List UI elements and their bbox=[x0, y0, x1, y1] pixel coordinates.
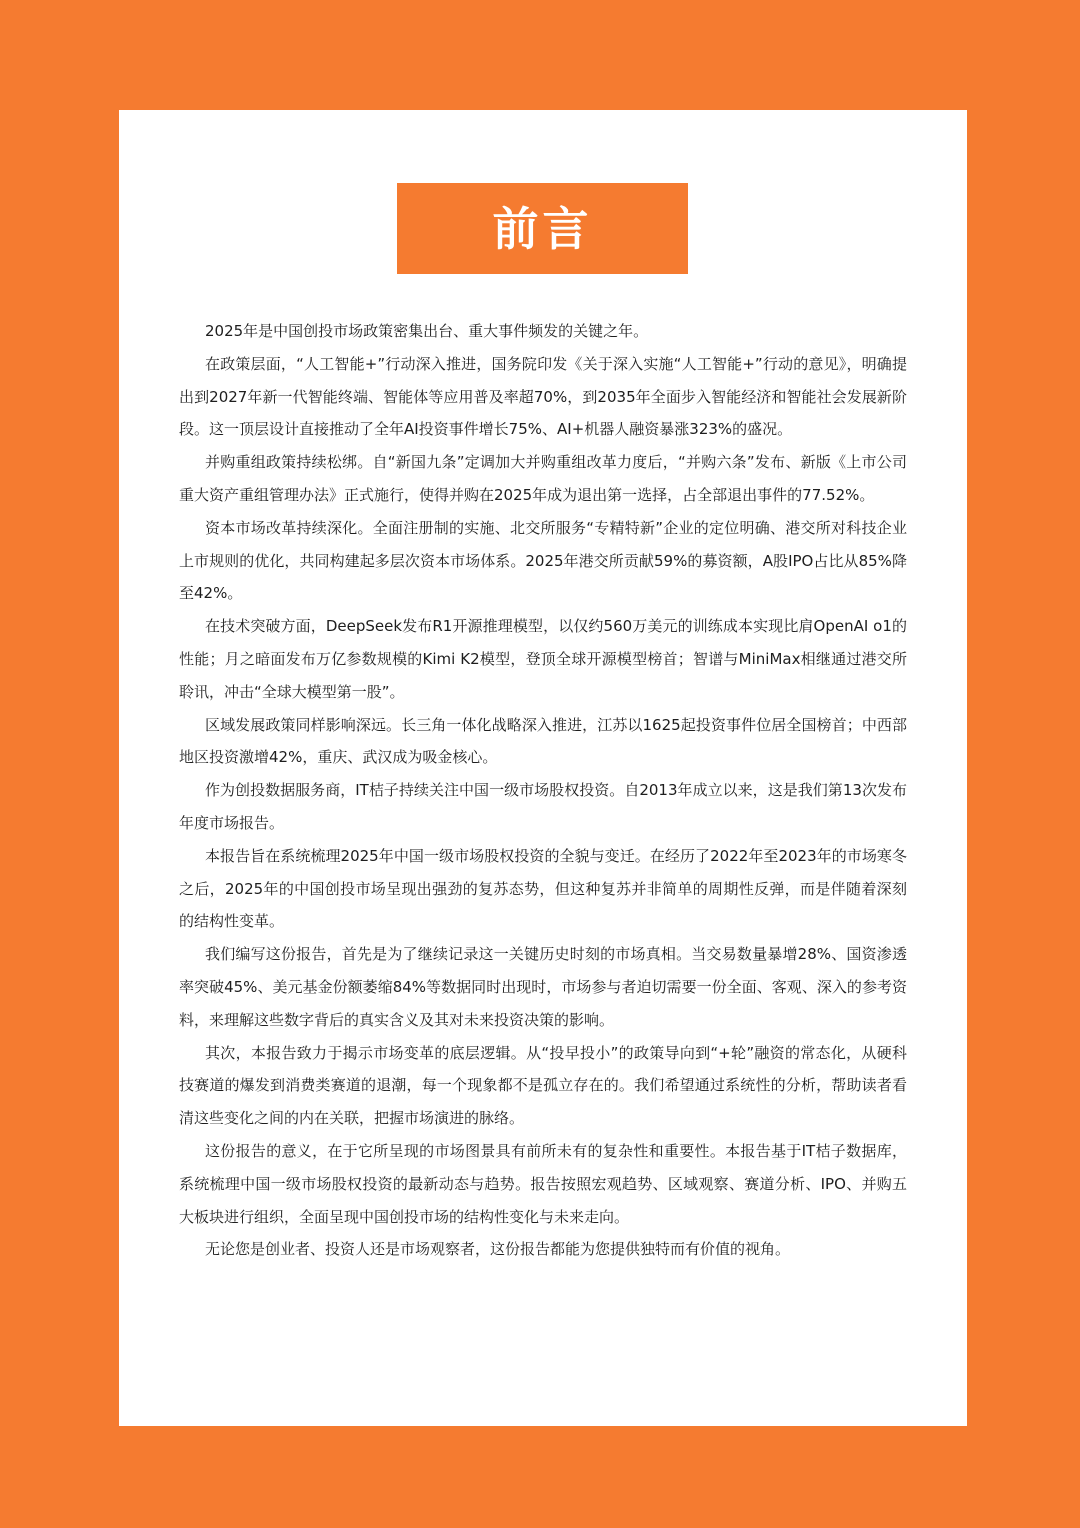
title-banner bbox=[397, 183, 688, 274]
paragraph: 资本市场改革持续深化。全面注册制的实施、北交所服务“专精特新”企业的定位明确、港交所对科技企业上市规则的优化，共同构建起多层次资本市场体系。2025年港交所贡献59%的募资额，A股IPO占比从85%降至42%。 bbox=[179, 518, 907, 603]
paragraph: 本报告旨在系统梳理2025年中国一级市场股权投资的全貌与变迁。在经历了2022年至2023年的市场寒冬之后，2025年的中国创投市场呈现出强劲的复苏态势，但这种复苏并非简单的周期性反弹，而是伴随着深刻的结构性变革。 bbox=[179, 846, 907, 931]
paragraph: 在技术突破方面，DeepSeek发布R1开源推理模型，以仅约560万美元的训练成本实现比肩OpenAI o1的性能；月之暗面发布万亿参数规模的Kimi K2模型，登顶全球开源模型榜首；智谱与MiniMax相继通过港交所聆讯，冲击“全球大模型第一股”。 bbox=[179, 617, 907, 701]
paragraph: 无论您是创业者、投资人还是市场观察者，这份报告都能为您提供独特而有价值的视角。 bbox=[205, 1240, 791, 1259]
preface-body bbox=[179, 315, 907, 1266]
paragraph: 2025年是中国创投市场政策密集出台、重大事件频发的关键之年。 bbox=[205, 322, 649, 340]
paragraph: 我们编写这份报告，首先是为了继续记录这一关键历史时刻的市场真相。当交易数量暴增28%、国资渗透率突破45%、美元基金份额萎缩84%等数据同时出现时，市场参与者迫切需要一份全面、客观、深入的参考资料，来理解这些数字背后的真实含义及其对未来投资决策的影响。 bbox=[179, 945, 907, 1029]
paragraph: 作为创投数据服务商，IT桔子持续关注中国一级市场股权投资。自2013年成立以来，这是我们第13次发布年度市场报告。 bbox=[179, 781, 907, 832]
paragraph: 其次，本报告致力于揭示市场变革的底层逻辑。从“投早投小”的政策导向到“+轮”融资的常态化，从硬科技赛道的爆发到消费类赛道的退潮，每一个现象都不是孤立存在的。我们希望通过系统性的分析，帮助读者看清这些变化之间的内在关联，把握市场演进的脉络。 bbox=[179, 1043, 907, 1128]
paragraph: 区域发展政策同样影响深远。长三角一体化战略深入推进，江苏以1625起投资事件位居全国榜首；中西部地区投资激增42%，重庆、武汉成为吸金核心。 bbox=[179, 715, 907, 767]
page-title: 前言 bbox=[492, 201, 593, 256]
page-sheet bbox=[119, 110, 967, 1426]
paragraph: 这份报告的意义，在于它所呈现的市场图景具有前所未有的复杂性和重要性。本报告基于IT桔子数据库，系统梳理中国一级市场股权投资的最新动态与趋势。报告按照宏观趋势、区域观察、赛道分析、IPO、并购五大板块进行组织，全面呈现中国创投市场的结构性变化与未来走向。 bbox=[179, 1141, 907, 1226]
paragraph: 并购重组政策持续松绑。自“新国九条”定调加大并购重组改革力度后，“并购六条”发布、新版《上市公司重大资产重组管理办法》正式施行，使得并购在2025年成为退出第一选择，占全部退出事件的77.52%。 bbox=[179, 453, 907, 504]
paragraph: 在政策层面，“人工智能+”行动深入推进，国务院印发《关于深入实施“人工智能+”行动的意见》，明确提出到2027年新一代智能终端、智能体等应用普及率超70%，到2035年全面步入智能经济和智能社会发展新阶段。这一顶层设计直接推动了全年AI投资事件增长75%、AI+机器人融资暴涨323%的盛况。 bbox=[179, 354, 907, 439]
